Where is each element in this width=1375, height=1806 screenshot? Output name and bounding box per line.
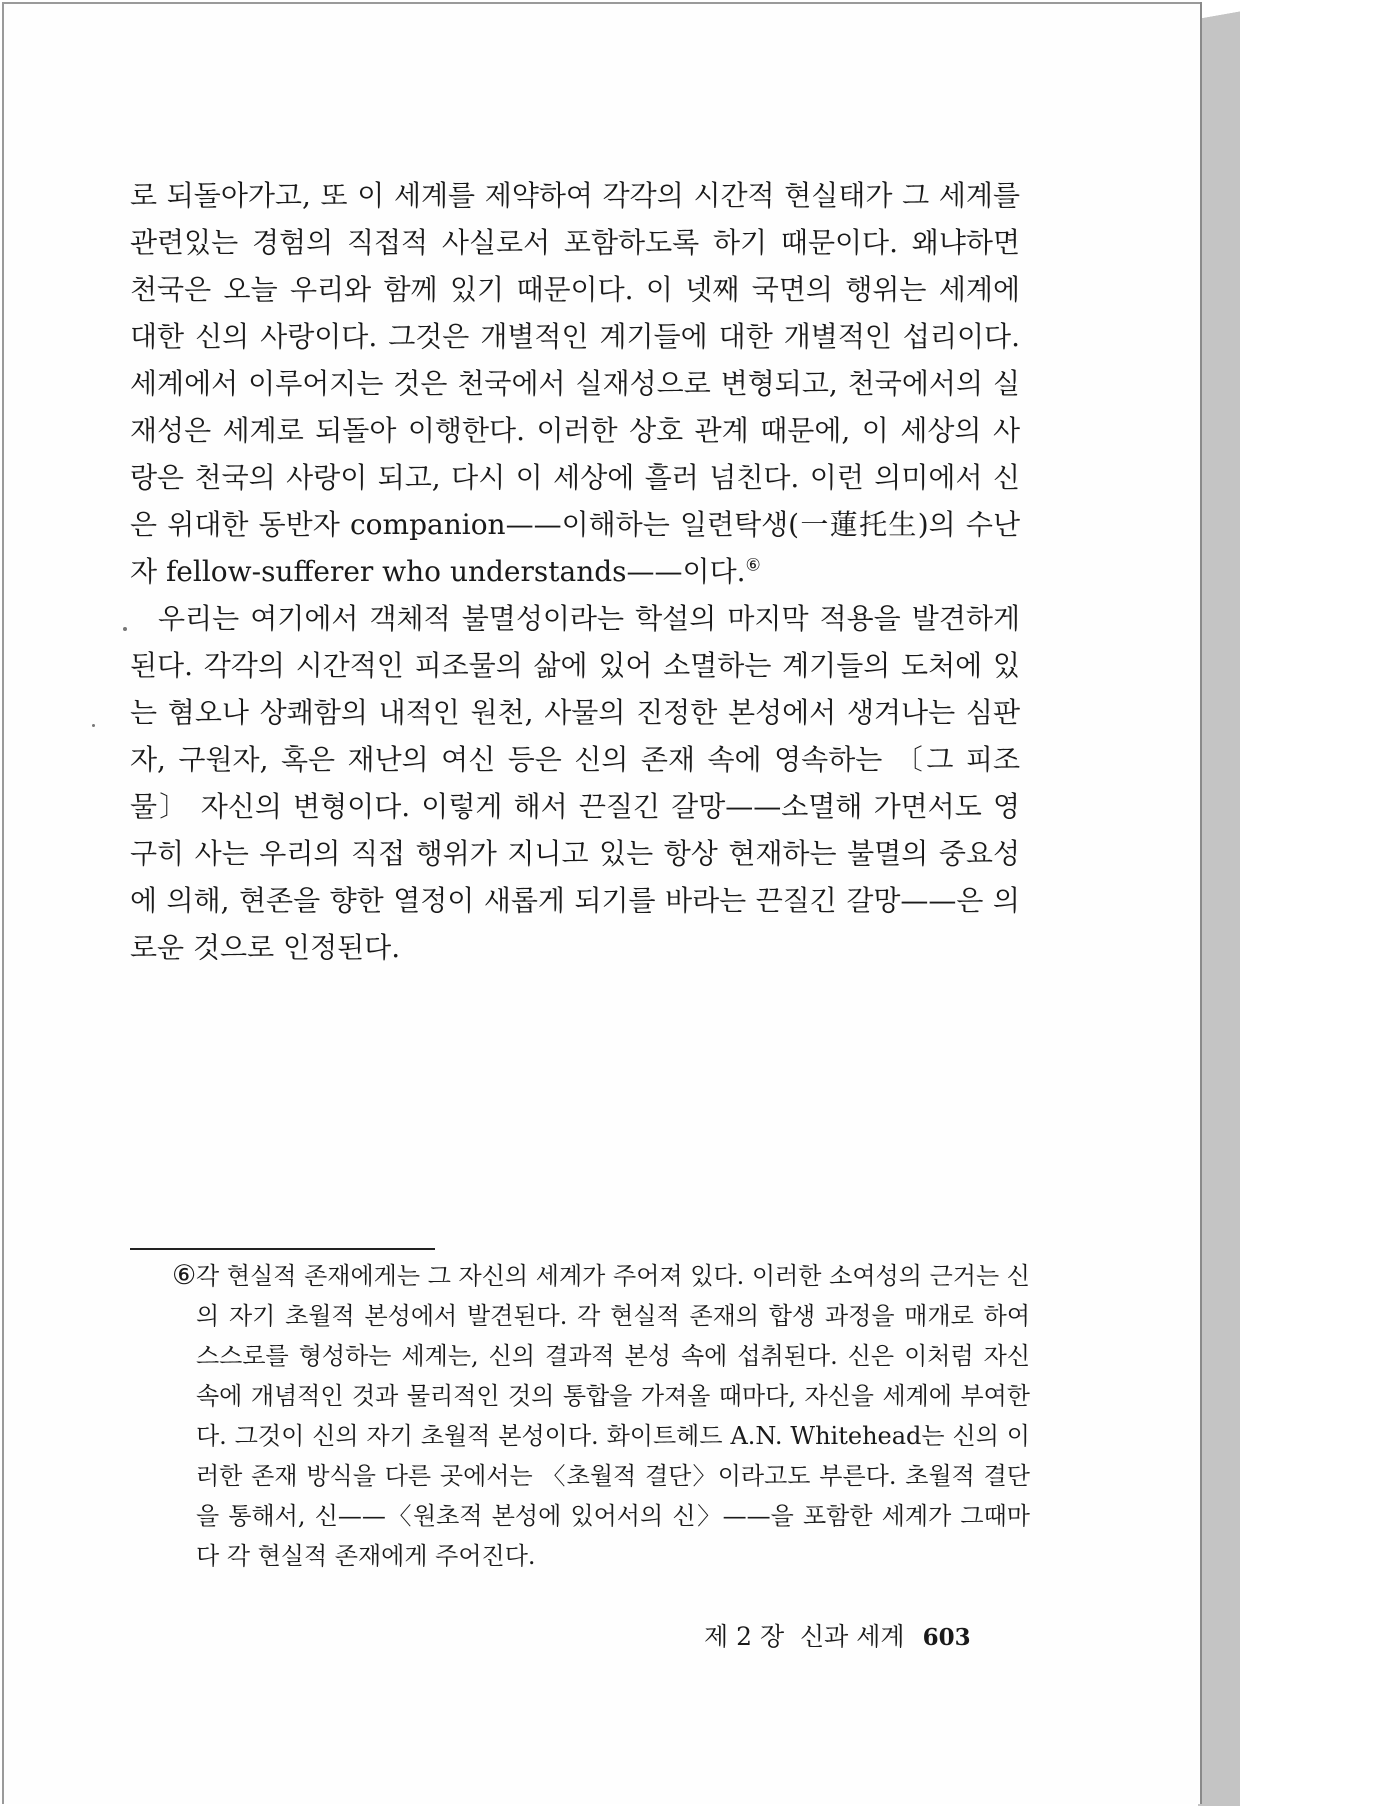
footnote [130, 1256, 1030, 1576]
footnote-divider [130, 1248, 435, 1250]
scan-speck [92, 724, 95, 727]
paragraph-1 [130, 172, 1020, 595]
footnote-text: 각 현실적 존재에게는 그 자신의 세계가 주어져 있다. 이러한 소여성의 근거는 신의 자기 초월적 본성에서 발견된다. 각 현실적 존재의 합생 과정을 매개로 하여 스스로를 형성하는 세계는, 신의 결과적 본성 속에 섭취된다. 신은 이처럼 자신 속에 개념적인 것과 물리적인 것의 통합을 가져올 때마다, 자신을 세계에 부여한다. 그것이 신의 자기 초월적 본성이다. 화이트헤드 A.N. Whitehead는 신의 이러한 존재 방식을 다른 곳에서는 〈초월적 결단〉이라고도 부른다. 초월적 결단을 통해서, 신——〈원초적 본성에 있어서의 신〉——을 포함한 세계가 그때마다 각 현실적 존재에게 주어진다. [196, 1262, 1030, 1570]
book-page-edge [1198, 4, 1240, 1806]
scan-speck [123, 627, 127, 631]
footnote-reference: ⑥ [745, 555, 761, 576]
main-text [130, 172, 1020, 971]
book-page [2, 2, 1200, 1804]
chapter-title: 신과 세계 [800, 1622, 905, 1651]
footnote-marker: ⑥ [172, 1260, 197, 1291]
chapter-label: 제 2 장 [704, 1622, 785, 1651]
paragraph-2: 우리는 여기에서 객체적 불멸성이라는 학설의 마지막 적용을 발견하게 된다. 각각의 시간적인 피조물의 삶에 있어 소멸하는 계기들의 도처에 있는 혐오나 상쾌함의 내적인 원천, 사물의 진정한 본성에서 생겨나는 심판자, 구원자, 혹은 재난의 여신 등은 신의 존재 속에 영속하는 〔그 피조물〕 자신의 변형이다. 이렇게 해서 끈질긴 갈망——소멸해 가면서도 영구히 사는 우리의 직접 행위가 지니고 있는 항상 현재하는 불멸의 중요성에 의해, 현존을 향한 열정이 새롭게 되기를 바라는 끈질긴 갈망——은 의로운 것으로 인정된다. [130, 602, 1020, 964]
running-footer [704, 1617, 1024, 1653]
page-number: 603 [922, 1624, 971, 1651]
paragraph-1-text: 로 되돌아가고, 또 이 세계를 제약하여 각각의 시간적 현실태가 그 세계를 관련있는 경험의 직접적 사실로서 포함하도록 하기 때문이다. 왜냐하면 천국은 오늘 우리와 함께 있기 때문이다. 이 넷째 국면의 행위는 세계에 대한 신의 사랑이다. 그것은 개별적인 계기들에 대한 개별적인 섭리이다. 세계에서 이루어지는 것은 천국에서 실재성으로 변형되고, 천국에서의 실재성은 세계로 되돌아 이행한다. 이러한 상호 관계 때문에, 이 세상의 사랑은 천국의 사랑이 되고, 다시 이 세상에 흘러 넘친다. 이런 의미에서 신은 위대한 동반자 companion——이해하는 일련탁생(一蓮托生)의 수난자 fellow-sufferer who understands——이다. [130, 179, 1020, 588]
